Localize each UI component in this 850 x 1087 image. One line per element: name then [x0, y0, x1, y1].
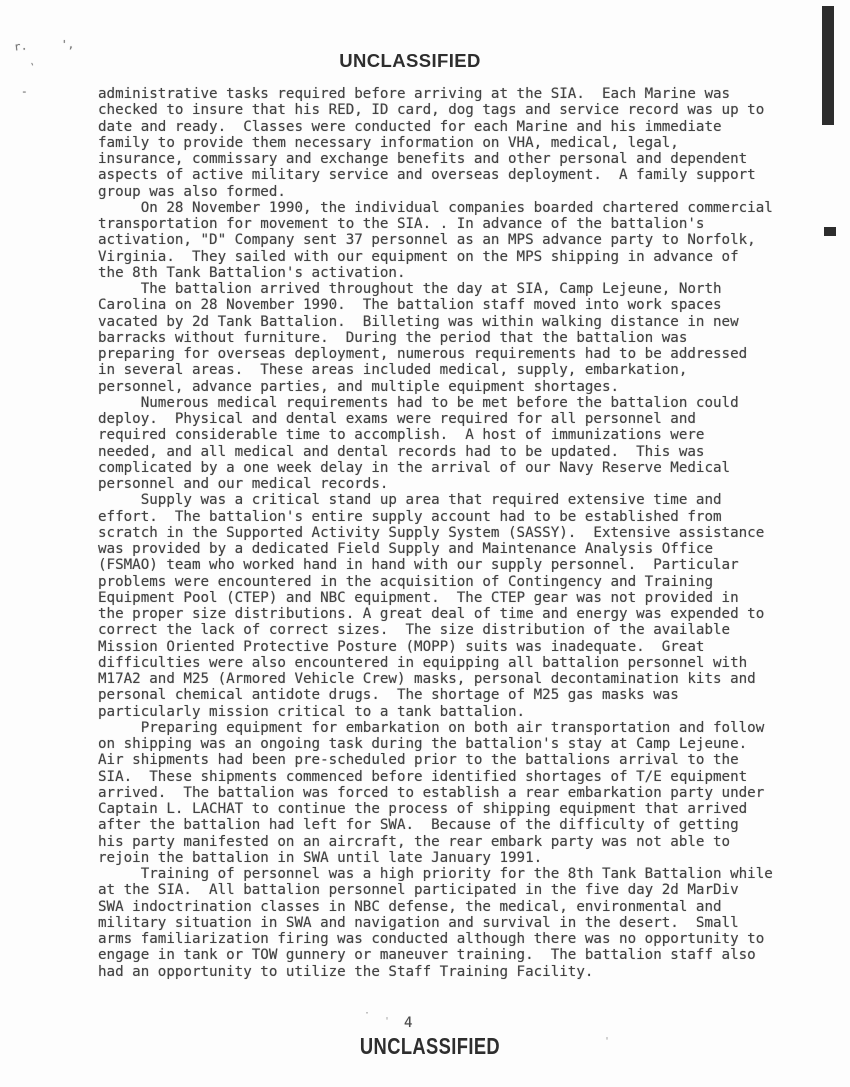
pencil-mark: r. [13, 39, 28, 54]
scan-speck: ' [384, 1016, 391, 1027]
pencil-mark: ', [61, 38, 75, 51]
document-body-text: administrative tasks required before arriving at the SIA. Each Marine was checked to insure that his RED, ID card, dog tags and service record was up to date and ready. Classes were conducted for each Marine and his immediate family to provide them necessary information on VHA, medical, legal, insurance, commissary and exchange benefits and other personal and dependent aspects of active military service and overseas deployment. A family support group was also formed. On 28 November 1990, the individual companies boarded chartered commercial transportation for movement to the SIA. . In advance of the battalion's activation, "D" Company sent 37 personnel as an MPS advance party to Norfolk, Virginia. They sailed with our equipment on the MPS shipping in advance of the 8th Tank Battalion's activation. The battalion arrived throughout the day at SIA, Camp Lejeune, North Carolina on 28 November 1990. The battalion staff moved into work spaces vacated by 2d Tank Battalion. Billeting was within walking distance in new barracks without furniture. During the period that the battalion was preparing for overseas deployment, numerous requirements had to be addressed in several areas. These areas included medical, supply, embarkation, personnel, advance parties, and multiple equipment shortages. Numerous medical requirements had to be met before the battalion could deploy. Physical and dental exams were required for all personnel and required considerable time to accomplish. A host of immunizations were needed, and all medical and dental records had to be updated. This was complicated by a one week delay in the arrival of our Navy Reserve Medical personnel and our medical records. Supply was a critical stand up area that required extensive time and effort. The battalion's entire supply account had to be established from scratch in the Supported Activity Supply System (SASSY). Extensive assistance was provided by a dedicated Field Supply and Maintenance Analysis Office (FSMAO) team who worked hand in hand with our supply personnel. Particular problems were encountered in the acquisition of Contingency and Training Equipment Pool (CTEP) and NBC equipment. The CTEP gear was not provided in the proper size distributions. A great deal of time and energy was expended to correct the lack of correct sizes. The size distribution of the available Mission Oriented Protective Posture (MOPP) suits was inadequate. Great difficulties were also encountered in equipping all battalion personnel with M17A2 and M25 (Armored Vehicle Crew) masks, personal decontamination kits and personal chemical antidote drugs. The shortage of M25 gas masks was particularly mission critical to a tank battalion. Preparing equipment for embarkation on both air transportation and follow on shipping was an ongoing task during the battalion's stay at Camp Lejeune. Air shipments had been pre-scheduled prior to the battalions arrival to the SIA. These shipments commenced before identified shortages of T/E equipment arrived. The battalion was forced to establish a rear embarkation party under Captain L. LACHAT to continue the process of shipping equipment that arrived after the battalion had left for SWA. Because of the difficulty of getting his party manifested on an aircraft, the rear embark party was not able to rejoin the battalion in SWA until late January 1991. Training of personnel was a high priority for the 8th Tank Battalion while at the SIA. All battalion personnel participated in the five day 2d MarDiv SWA indoctrination classes in NBC defense, the medical, environmental and military situation in SWA and navigation and survival in the desert. Small arms familiarization firing was conducted although there was no opportunity to engage in tank or TOW gunnery or maneuver training. The battalion staff also had an opportunity to utilize the Staff Training Facility. [98, 86, 773, 980]
scan-speck: ' [604, 1036, 611, 1047]
pencil-mark: ` [26, 61, 37, 76]
scan-speck: · [364, 1008, 371, 1019]
page-number: 4 [404, 1015, 413, 1031]
header-classification-banner: UNCLASSIFIED [339, 50, 481, 71]
footer-classification-banner: UNCLASSIFIED [359, 1033, 501, 1059]
pencil-mark: - [21, 85, 28, 98]
scan-artifact-bar [822, 6, 834, 125]
scan-artifact-square [824, 227, 836, 236]
